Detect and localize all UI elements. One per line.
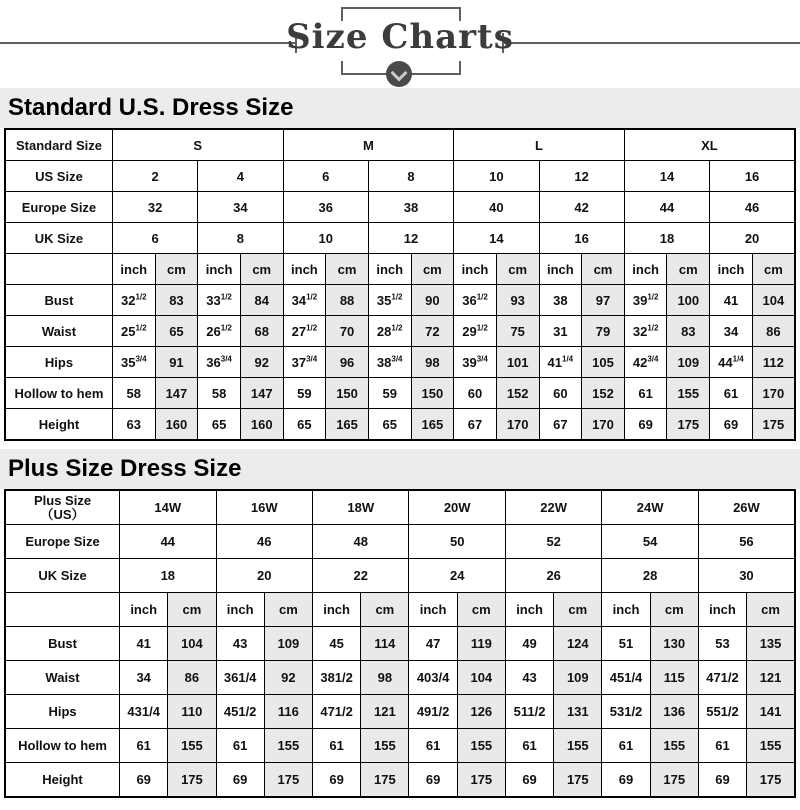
measure-cell: 135 bbox=[747, 627, 795, 661]
measure-cell: 61 bbox=[409, 729, 457, 763]
unit-cell: inch bbox=[216, 593, 264, 627]
unit-cell: inch bbox=[198, 254, 241, 285]
table-row-measure bbox=[5, 285, 795, 316]
measure-cell: 84 bbox=[240, 285, 283, 316]
size-cell: 18 bbox=[624, 223, 709, 254]
row-label: Waist bbox=[5, 316, 112, 347]
measure-cell: 109 bbox=[667, 347, 710, 378]
size-cell: 10 bbox=[454, 161, 539, 192]
measure-cell: 92 bbox=[264, 661, 312, 695]
measure-cell: $44^{1/4}$ bbox=[710, 347, 753, 378]
measure-cell: $29^{1/2}$ bbox=[454, 316, 497, 347]
measure-cell: 551/2 bbox=[698, 695, 746, 729]
measure-cell: 67 bbox=[454, 409, 497, 441]
measure-cell: 65 bbox=[198, 409, 241, 441]
measure-cell: 121 bbox=[361, 695, 409, 729]
measure-cell: 72 bbox=[411, 316, 454, 347]
row-label: Height bbox=[5, 409, 112, 441]
unit-cell: inch bbox=[283, 254, 326, 285]
unit-cell: inch bbox=[505, 593, 553, 627]
measure-cell: 101 bbox=[496, 347, 539, 378]
measure-cell: 147 bbox=[240, 378, 283, 409]
table-row-unit bbox=[5, 593, 795, 627]
size-cell: 50 bbox=[409, 525, 505, 559]
measure-cell: $36^{3/4}$ bbox=[198, 347, 241, 378]
measure-cell: 86 bbox=[752, 316, 795, 347]
measure-cell: 61 bbox=[313, 729, 361, 763]
unit-cell: inch bbox=[120, 593, 168, 627]
standard-size-table-container bbox=[0, 128, 800, 441]
measure-cell: 61 bbox=[710, 378, 753, 409]
measure-cell: 175 bbox=[457, 763, 505, 798]
measure-cell: 155 bbox=[667, 378, 710, 409]
measure-cell: 160 bbox=[155, 409, 198, 441]
size-cell: 56 bbox=[698, 525, 795, 559]
unit-cell: inch bbox=[602, 593, 650, 627]
measure-cell: 119 bbox=[457, 627, 505, 661]
table-row-group bbox=[5, 129, 795, 161]
measure-cell: 69 bbox=[624, 409, 667, 441]
measure-cell: 34 bbox=[710, 316, 753, 347]
measure-cell: 69 bbox=[120, 763, 168, 798]
unit-cell: cm bbox=[496, 254, 539, 285]
row-label: Bust bbox=[5, 627, 120, 661]
measure-cell: 93 bbox=[496, 285, 539, 316]
section-title-standard: Standard U.S. Dress Size bbox=[0, 88, 800, 128]
measure-cell: 60 bbox=[539, 378, 582, 409]
unit-cell: inch bbox=[454, 254, 497, 285]
unit-cell: cm bbox=[650, 593, 698, 627]
measure-cell: 38 bbox=[539, 285, 582, 316]
unit-cell: inch bbox=[112, 254, 155, 285]
size-cell: 52 bbox=[505, 525, 601, 559]
measure-cell: 141 bbox=[747, 695, 795, 729]
size-cell: 44 bbox=[120, 525, 216, 559]
unit-cell: cm bbox=[457, 593, 505, 627]
size-cell: 12 bbox=[539, 161, 624, 192]
unit-cell: inch bbox=[539, 254, 582, 285]
measure-cell: 53 bbox=[698, 627, 746, 661]
table-row-measure bbox=[5, 729, 795, 763]
measure-cell: $28^{1/2}$ bbox=[368, 316, 411, 347]
measure-cell: 100 bbox=[667, 285, 710, 316]
measure-cell: 61 bbox=[216, 729, 264, 763]
measure-cell: 60 bbox=[454, 378, 497, 409]
measure-cell: 155 bbox=[554, 729, 602, 763]
unit-cell: cm bbox=[747, 593, 795, 627]
table-row-measure bbox=[5, 661, 795, 695]
measure-cell: 104 bbox=[457, 661, 505, 695]
unit-cell: cm bbox=[554, 593, 602, 627]
measure-cell: 114 bbox=[361, 627, 409, 661]
measure-cell: 69 bbox=[710, 409, 753, 441]
measure-cell: 61 bbox=[624, 378, 667, 409]
size-cell: 26 bbox=[505, 559, 601, 593]
table-row-measure bbox=[5, 409, 795, 441]
measure-cell: 59 bbox=[368, 378, 411, 409]
table-row-size bbox=[5, 192, 795, 223]
row-label: Europe Size bbox=[5, 192, 112, 223]
measure-cell: 98 bbox=[361, 661, 409, 695]
measure-cell: 155 bbox=[168, 729, 216, 763]
table-row-size bbox=[5, 559, 795, 593]
unit-cell: inch bbox=[409, 593, 457, 627]
size-cell: 28 bbox=[602, 559, 698, 593]
table-row-group bbox=[5, 490, 795, 525]
measure-cell: 61 bbox=[505, 729, 553, 763]
measure-cell: 58 bbox=[112, 378, 155, 409]
measure-cell: 65 bbox=[155, 316, 198, 347]
measure-cell: 104 bbox=[168, 627, 216, 661]
size-cell: 54 bbox=[602, 525, 698, 559]
size-cell: 36 bbox=[283, 192, 368, 223]
chevron-down-icon bbox=[386, 61, 412, 87]
group-cell: 20W bbox=[409, 490, 505, 525]
measure-cell: 59 bbox=[283, 378, 326, 409]
measure-cell: $39^{1/2}$ bbox=[624, 285, 667, 316]
measure-cell: 83 bbox=[155, 285, 198, 316]
measure-cell: 165 bbox=[411, 409, 454, 441]
unit-cell: cm bbox=[667, 254, 710, 285]
group-cell: L bbox=[454, 129, 625, 161]
measure-cell: $34^{1/2}$ bbox=[283, 285, 326, 316]
measure-cell: 70 bbox=[326, 316, 369, 347]
measure-cell: 86 bbox=[168, 661, 216, 695]
unit-cell: cm bbox=[361, 593, 409, 627]
measure-cell: 90 bbox=[411, 285, 454, 316]
measure-cell: 61 bbox=[602, 729, 650, 763]
measure-cell: $36^{1/2}$ bbox=[454, 285, 497, 316]
size-cell: 48 bbox=[313, 525, 409, 559]
measure-cell: 170 bbox=[582, 409, 625, 441]
measure-cell: 65 bbox=[283, 409, 326, 441]
measure-cell: 175 bbox=[752, 409, 795, 441]
measure-cell: 83 bbox=[667, 316, 710, 347]
measure-cell: $25^{1/2}$ bbox=[112, 316, 155, 347]
measure-cell: 155 bbox=[264, 729, 312, 763]
size-cell: 20 bbox=[710, 223, 795, 254]
measure-cell: 69 bbox=[505, 763, 553, 798]
measure-cell: $32^{1/2}$ bbox=[624, 316, 667, 347]
row-label: US Size bbox=[5, 161, 112, 192]
size-cell: 40 bbox=[454, 192, 539, 223]
size-cell: 8 bbox=[198, 223, 283, 254]
row-label: Height bbox=[5, 763, 120, 798]
measure-cell: $41^{1/4}$ bbox=[539, 347, 582, 378]
measure-cell: $33^{1/2}$ bbox=[198, 285, 241, 316]
row-label: Hips bbox=[5, 695, 120, 729]
section-title-plus: Plus Size Dress Size bbox=[0, 449, 800, 489]
row-label: Europe Size bbox=[5, 525, 120, 559]
measure-cell: 47 bbox=[409, 627, 457, 661]
measure-cell: 63 bbox=[112, 409, 155, 441]
unit-cell: inch bbox=[624, 254, 667, 285]
measure-cell: $35^{1/2}$ bbox=[368, 285, 411, 316]
measure-cell: 109 bbox=[554, 661, 602, 695]
table-row-measure bbox=[5, 378, 795, 409]
size-cell: 46 bbox=[710, 192, 795, 223]
measure-cell: 155 bbox=[361, 729, 409, 763]
size-cell: 14 bbox=[454, 223, 539, 254]
table-row-measure bbox=[5, 316, 795, 347]
measure-cell: 34 bbox=[120, 661, 168, 695]
measure-cell: 431/4 bbox=[120, 695, 168, 729]
measure-cell: 58 bbox=[198, 378, 241, 409]
table-row-size bbox=[5, 525, 795, 559]
row-label bbox=[5, 254, 112, 285]
unit-cell: inch bbox=[698, 593, 746, 627]
measure-cell: 361/4 bbox=[216, 661, 264, 695]
table-row-measure bbox=[5, 347, 795, 378]
measure-cell: 61 bbox=[120, 729, 168, 763]
size-cell: 4 bbox=[198, 161, 283, 192]
measure-cell: 136 bbox=[650, 695, 698, 729]
unit-cell: inch bbox=[710, 254, 753, 285]
size-cell: 42 bbox=[539, 192, 624, 223]
measure-cell: 471/2 bbox=[698, 661, 746, 695]
group-cell: 26W bbox=[698, 490, 795, 525]
group-cell: 24W bbox=[602, 490, 698, 525]
table-row-size bbox=[5, 161, 795, 192]
measure-cell: 403/4 bbox=[409, 661, 457, 695]
measure-cell: 43 bbox=[505, 661, 553, 695]
measure-cell: 112 bbox=[752, 347, 795, 378]
unit-cell: cm bbox=[240, 254, 283, 285]
size-cell: 12 bbox=[368, 223, 453, 254]
unit-cell: cm bbox=[411, 254, 454, 285]
size-cell: 14 bbox=[624, 161, 709, 192]
size-cell: 2 bbox=[112, 161, 197, 192]
measure-cell: 381/2 bbox=[313, 661, 361, 695]
measure-cell: 170 bbox=[496, 409, 539, 441]
measure-cell: $26^{1/2}$ bbox=[198, 316, 241, 347]
measure-cell: 69 bbox=[216, 763, 264, 798]
measure-cell: 104 bbox=[752, 285, 795, 316]
measure-cell: 116 bbox=[264, 695, 312, 729]
measure-cell: 131 bbox=[554, 695, 602, 729]
size-cell: 10 bbox=[283, 223, 368, 254]
row-label: Hips bbox=[5, 347, 112, 378]
measure-cell: 165 bbox=[326, 409, 369, 441]
measure-cell: $38^{3/4}$ bbox=[368, 347, 411, 378]
measure-cell: 88 bbox=[326, 285, 369, 316]
measure-cell: 491/2 bbox=[409, 695, 457, 729]
plus-size-table bbox=[4, 489, 796, 798]
measure-cell: 152 bbox=[496, 378, 539, 409]
measure-cell: 79 bbox=[582, 316, 625, 347]
row-label: Plus Size （US） bbox=[5, 490, 120, 525]
table-row-measure bbox=[5, 695, 795, 729]
measure-cell: 175 bbox=[361, 763, 409, 798]
measure-cell: 175 bbox=[168, 763, 216, 798]
measure-cell: 175 bbox=[667, 409, 710, 441]
page-title: Size Charts bbox=[286, 17, 514, 57]
unit-cell: cm bbox=[326, 254, 369, 285]
measure-cell: 451/4 bbox=[602, 661, 650, 695]
measure-cell: 160 bbox=[240, 409, 283, 441]
measure-cell: 105 bbox=[582, 347, 625, 378]
unit-cell: cm bbox=[168, 593, 216, 627]
measure-cell: 49 bbox=[505, 627, 553, 661]
size-cell: 44 bbox=[624, 192, 709, 223]
measure-cell: $37^{3/4}$ bbox=[283, 347, 326, 378]
measure-cell: 51 bbox=[602, 627, 650, 661]
measure-cell: 115 bbox=[650, 661, 698, 695]
measure-cell: 126 bbox=[457, 695, 505, 729]
group-cell: XL bbox=[624, 129, 795, 161]
unit-cell: inch bbox=[313, 593, 361, 627]
measure-cell: 150 bbox=[326, 378, 369, 409]
row-label: Bust bbox=[5, 285, 112, 316]
measure-cell: 155 bbox=[650, 729, 698, 763]
row-label: UK Size bbox=[5, 223, 112, 254]
measure-cell: 109 bbox=[264, 627, 312, 661]
group-cell: 22W bbox=[505, 490, 601, 525]
measure-cell: 41 bbox=[120, 627, 168, 661]
measure-cell: 97 bbox=[582, 285, 625, 316]
measure-cell: 61 bbox=[698, 729, 746, 763]
measure-cell: 91 bbox=[155, 347, 198, 378]
standard-size-table bbox=[4, 128, 796, 441]
row-label: Standard Size bbox=[5, 129, 112, 161]
row-label bbox=[5, 593, 120, 627]
table-row-unit bbox=[5, 254, 795, 285]
size-cell: 30 bbox=[698, 559, 795, 593]
measure-cell: 68 bbox=[240, 316, 283, 347]
size-cell: 38 bbox=[368, 192, 453, 223]
size-cell: 22 bbox=[313, 559, 409, 593]
size-cell: 46 bbox=[216, 525, 312, 559]
measure-cell: 155 bbox=[457, 729, 505, 763]
group-cell: M bbox=[283, 129, 454, 161]
size-cell: 16 bbox=[710, 161, 795, 192]
measure-cell: 41 bbox=[710, 285, 753, 316]
measure-cell: 67 bbox=[539, 409, 582, 441]
measure-cell: 96 bbox=[326, 347, 369, 378]
measure-cell: 511/2 bbox=[505, 695, 553, 729]
measure-cell: 471/2 bbox=[313, 695, 361, 729]
unit-cell: cm bbox=[582, 254, 625, 285]
size-cell: 20 bbox=[216, 559, 312, 593]
measure-cell: 92 bbox=[240, 347, 283, 378]
group-cell: 14W bbox=[120, 490, 216, 525]
measure-cell: 130 bbox=[650, 627, 698, 661]
measure-cell: 31 bbox=[539, 316, 582, 347]
measure-cell: 175 bbox=[747, 763, 795, 798]
group-cell: 18W bbox=[313, 490, 409, 525]
measure-cell: 451/2 bbox=[216, 695, 264, 729]
measure-cell: $39^{3/4}$ bbox=[454, 347, 497, 378]
measure-cell: 175 bbox=[264, 763, 312, 798]
table-row-measure bbox=[5, 763, 795, 798]
measure-cell: 155 bbox=[747, 729, 795, 763]
measure-cell: $42^{3/4}$ bbox=[624, 347, 667, 378]
measure-cell: 170 bbox=[752, 378, 795, 409]
measure-cell: 65 bbox=[368, 409, 411, 441]
size-cell: 34 bbox=[198, 192, 283, 223]
measure-cell: 69 bbox=[409, 763, 457, 798]
row-label: Hollow to hem bbox=[5, 729, 120, 763]
measure-cell: 45 bbox=[313, 627, 361, 661]
measure-cell: 69 bbox=[602, 763, 650, 798]
measure-cell: 152 bbox=[582, 378, 625, 409]
plus-size-table-container bbox=[0, 489, 800, 798]
size-cell: 6 bbox=[112, 223, 197, 254]
row-label: Hollow to hem bbox=[5, 378, 112, 409]
measure-cell: 110 bbox=[168, 695, 216, 729]
measure-cell: 531/2 bbox=[602, 695, 650, 729]
measure-cell: 69 bbox=[313, 763, 361, 798]
unit-cell: cm bbox=[264, 593, 312, 627]
size-cell: 32 bbox=[112, 192, 197, 223]
size-cell: 18 bbox=[120, 559, 216, 593]
measure-cell: $27^{1/2}$ bbox=[283, 316, 326, 347]
measure-cell: 175 bbox=[554, 763, 602, 798]
measure-cell: $32^{1/2}$ bbox=[112, 285, 155, 316]
measure-cell: 43 bbox=[216, 627, 264, 661]
unit-cell: cm bbox=[752, 254, 795, 285]
group-cell: S bbox=[112, 129, 283, 161]
measure-cell: 124 bbox=[554, 627, 602, 661]
unit-cell: cm bbox=[155, 254, 198, 285]
measure-cell: $35^{3/4}$ bbox=[112, 347, 155, 378]
measure-cell: 75 bbox=[496, 316, 539, 347]
unit-cell: inch bbox=[368, 254, 411, 285]
size-cell: 8 bbox=[368, 161, 453, 192]
size-cell: 6 bbox=[283, 161, 368, 192]
measure-cell: 69 bbox=[698, 763, 746, 798]
row-label: Waist bbox=[5, 661, 120, 695]
measure-cell: 147 bbox=[155, 378, 198, 409]
size-cell: 24 bbox=[409, 559, 505, 593]
measure-cell: 175 bbox=[650, 763, 698, 798]
measure-cell: 121 bbox=[747, 661, 795, 695]
page-header bbox=[0, 0, 800, 88]
group-cell: 16W bbox=[216, 490, 312, 525]
table-row-measure bbox=[5, 627, 795, 661]
size-cell: 16 bbox=[539, 223, 624, 254]
measure-cell: 150 bbox=[411, 378, 454, 409]
measure-cell: 98 bbox=[411, 347, 454, 378]
table-row-size bbox=[5, 223, 795, 254]
row-label: UK Size bbox=[5, 559, 120, 593]
